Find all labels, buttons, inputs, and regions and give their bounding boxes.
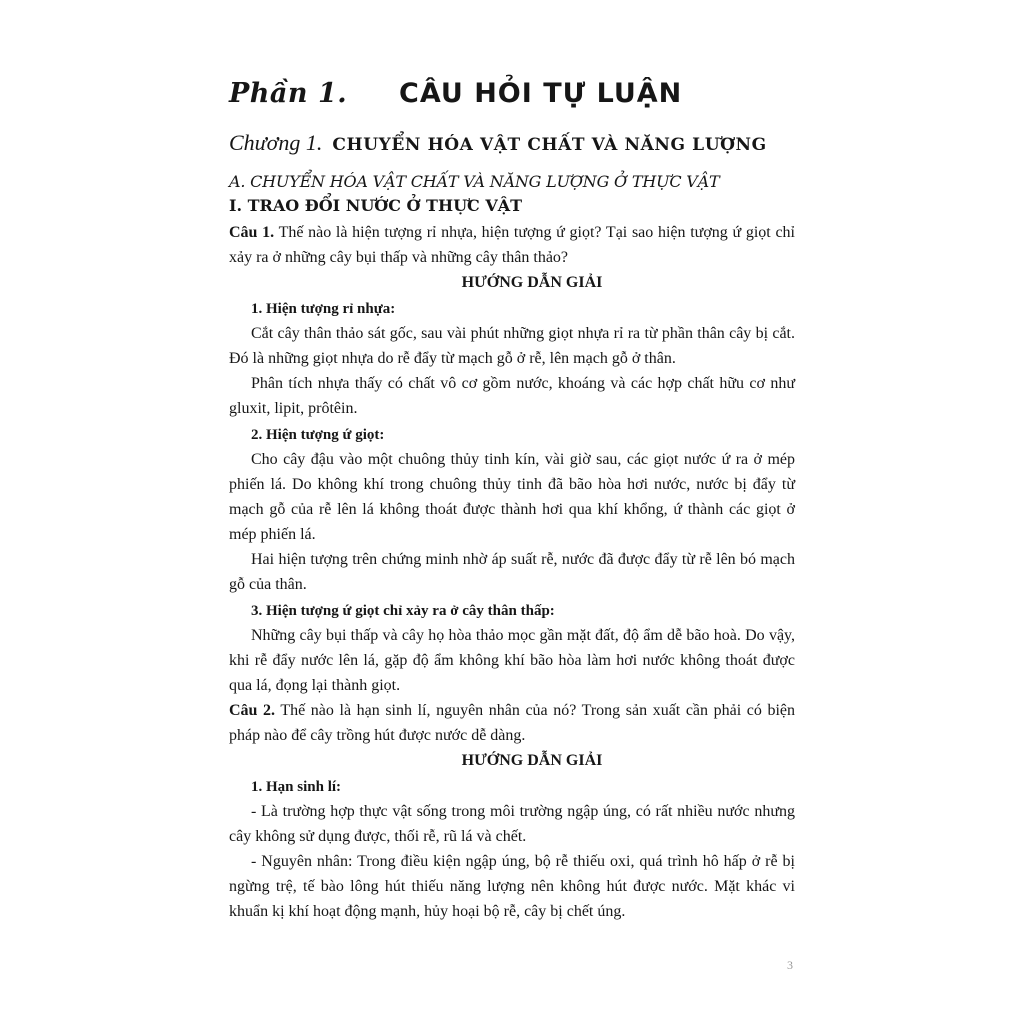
subheading-u-giot: 2. Hiện tượng ứ giọt:: [251, 427, 385, 443]
section-a-heading: A. CHUYỂN HÓA VẬT CHẤT VÀ NĂNG LƯỢNG Ở THỰC VẬT: [229, 172, 720, 191]
paragraph: - Là trường hợp thực vật sống trong môi trường ngập úng, có rất nhiều nước nhưng cây không sử dụng được, thối rễ, rũ lá và chết.: [229, 803, 795, 845]
part-label: Phần 1.: [229, 78, 348, 109]
subheading-u-giot-cay-than-thap: 3. Hiện tượng ứ giọt chỉ xảy ra ở cây thân thấp:: [251, 603, 555, 619]
question-2: [229, 698, 795, 748]
chapter-heading: [229, 130, 795, 164]
part-title: CÂU HỎI TỰ LUẬN: [399, 78, 683, 109]
paragraph: Cắt cây thân thảo sát gốc, sau vài phút những giọt nhựa rỉ ra từ phần thân cây bị cắt. Đó là những giọt nhựa do rễ đẩy từ mạch gỗ ở rễ, lên mạch gỗ ở thân.: [229, 325, 795, 367]
paragraph: Hai hiện tượng trên chứng minh nhờ áp suất rễ, nước đã được đẩy từ rễ lên bó mạch gỗ của thân.: [229, 551, 795, 593]
chapter-label: Chương 1.: [229, 130, 323, 155]
page-number: 3: [787, 958, 793, 972]
question-2-text: Thế nào là hạn sinh lí, nguyên nhân của nó? Trong sản xuất cần phải có biện pháp nào để cây trồng hút được nước dễ dàng.: [229, 702, 795, 744]
paragraph: Cho cây đậu vào một chuông thủy tinh kín, vài giờ sau, các giọt nước ứ ra ở mép phiến lá. Do không khí trong chuông thủy tinh đã bão hòa hơi nước, nước bị đẩy từ mạch gỗ của rễ lên lá không thoát được thành hơi qua khí khổng, ứ thành các giọt ở mép phiến lá.: [229, 451, 795, 543]
subheading-ri-nhua: 1. Hiện tượng rỉ nhựa:: [251, 301, 396, 317]
paragraph: - Nguyên nhân: Trong điều kiện ngập úng, bộ rễ thiếu oxi, quá trình hô hấp ở rễ bị ngừng trệ, tế bào lông hút thiếu năng lượng nên không hút được nước. Mặt khác vi khuẩn kị khí hoạt động mạnh, hủy hoại bộ rễ, cây bị chết úng.: [229, 853, 795, 920]
subheading-han-sinh-li: 1. Hạn sinh lí:: [251, 779, 342, 795]
section-i-heading: I. TRAO ĐỔI NƯỚC Ở THỰC VẬT: [229, 196, 523, 215]
answer-heading-2: HƯỚNG DẪN GIẢI: [461, 752, 603, 769]
question-1: [229, 220, 795, 270]
chapter-title: CHUYỂN HÓA VẬT CHẤT VÀ NĂNG LƯỢNG: [332, 135, 767, 155]
answer-heading-1: HƯỚNG DẪN GIẢI: [461, 274, 603, 291]
paragraph: Những cây bụi thấp và cây họ hòa thảo mọc gần mặt đất, độ ẩm dễ bão hoà. Do vậy, khi rễ đẩy nước lên lá, gặp độ ẩm không khí bão hòa làm hơi nước không thoát được qua lá, đọng lại thành giọt.: [229, 627, 795, 694]
question-1-text: Thế nào là hiện tượng rỉ nhựa, hiện tượng ứ giọt? Tại sao hiện tượng ứ giọt chỉ xảy ra ở những cây bụi thấp và những cây thân thảo?: [229, 224, 795, 266]
question-1-label: Câu 1.: [229, 224, 275, 241]
question-2-label: Câu 2.: [229, 702, 276, 719]
paragraph: Phân tích nhựa thấy có chất vô cơ gồm nước, khoáng và các hợp chất hữu cơ như gluxit, lipit, prôtêin.: [229, 375, 795, 417]
part-heading: [229, 78, 795, 124]
page-content: [229, 78, 795, 924]
